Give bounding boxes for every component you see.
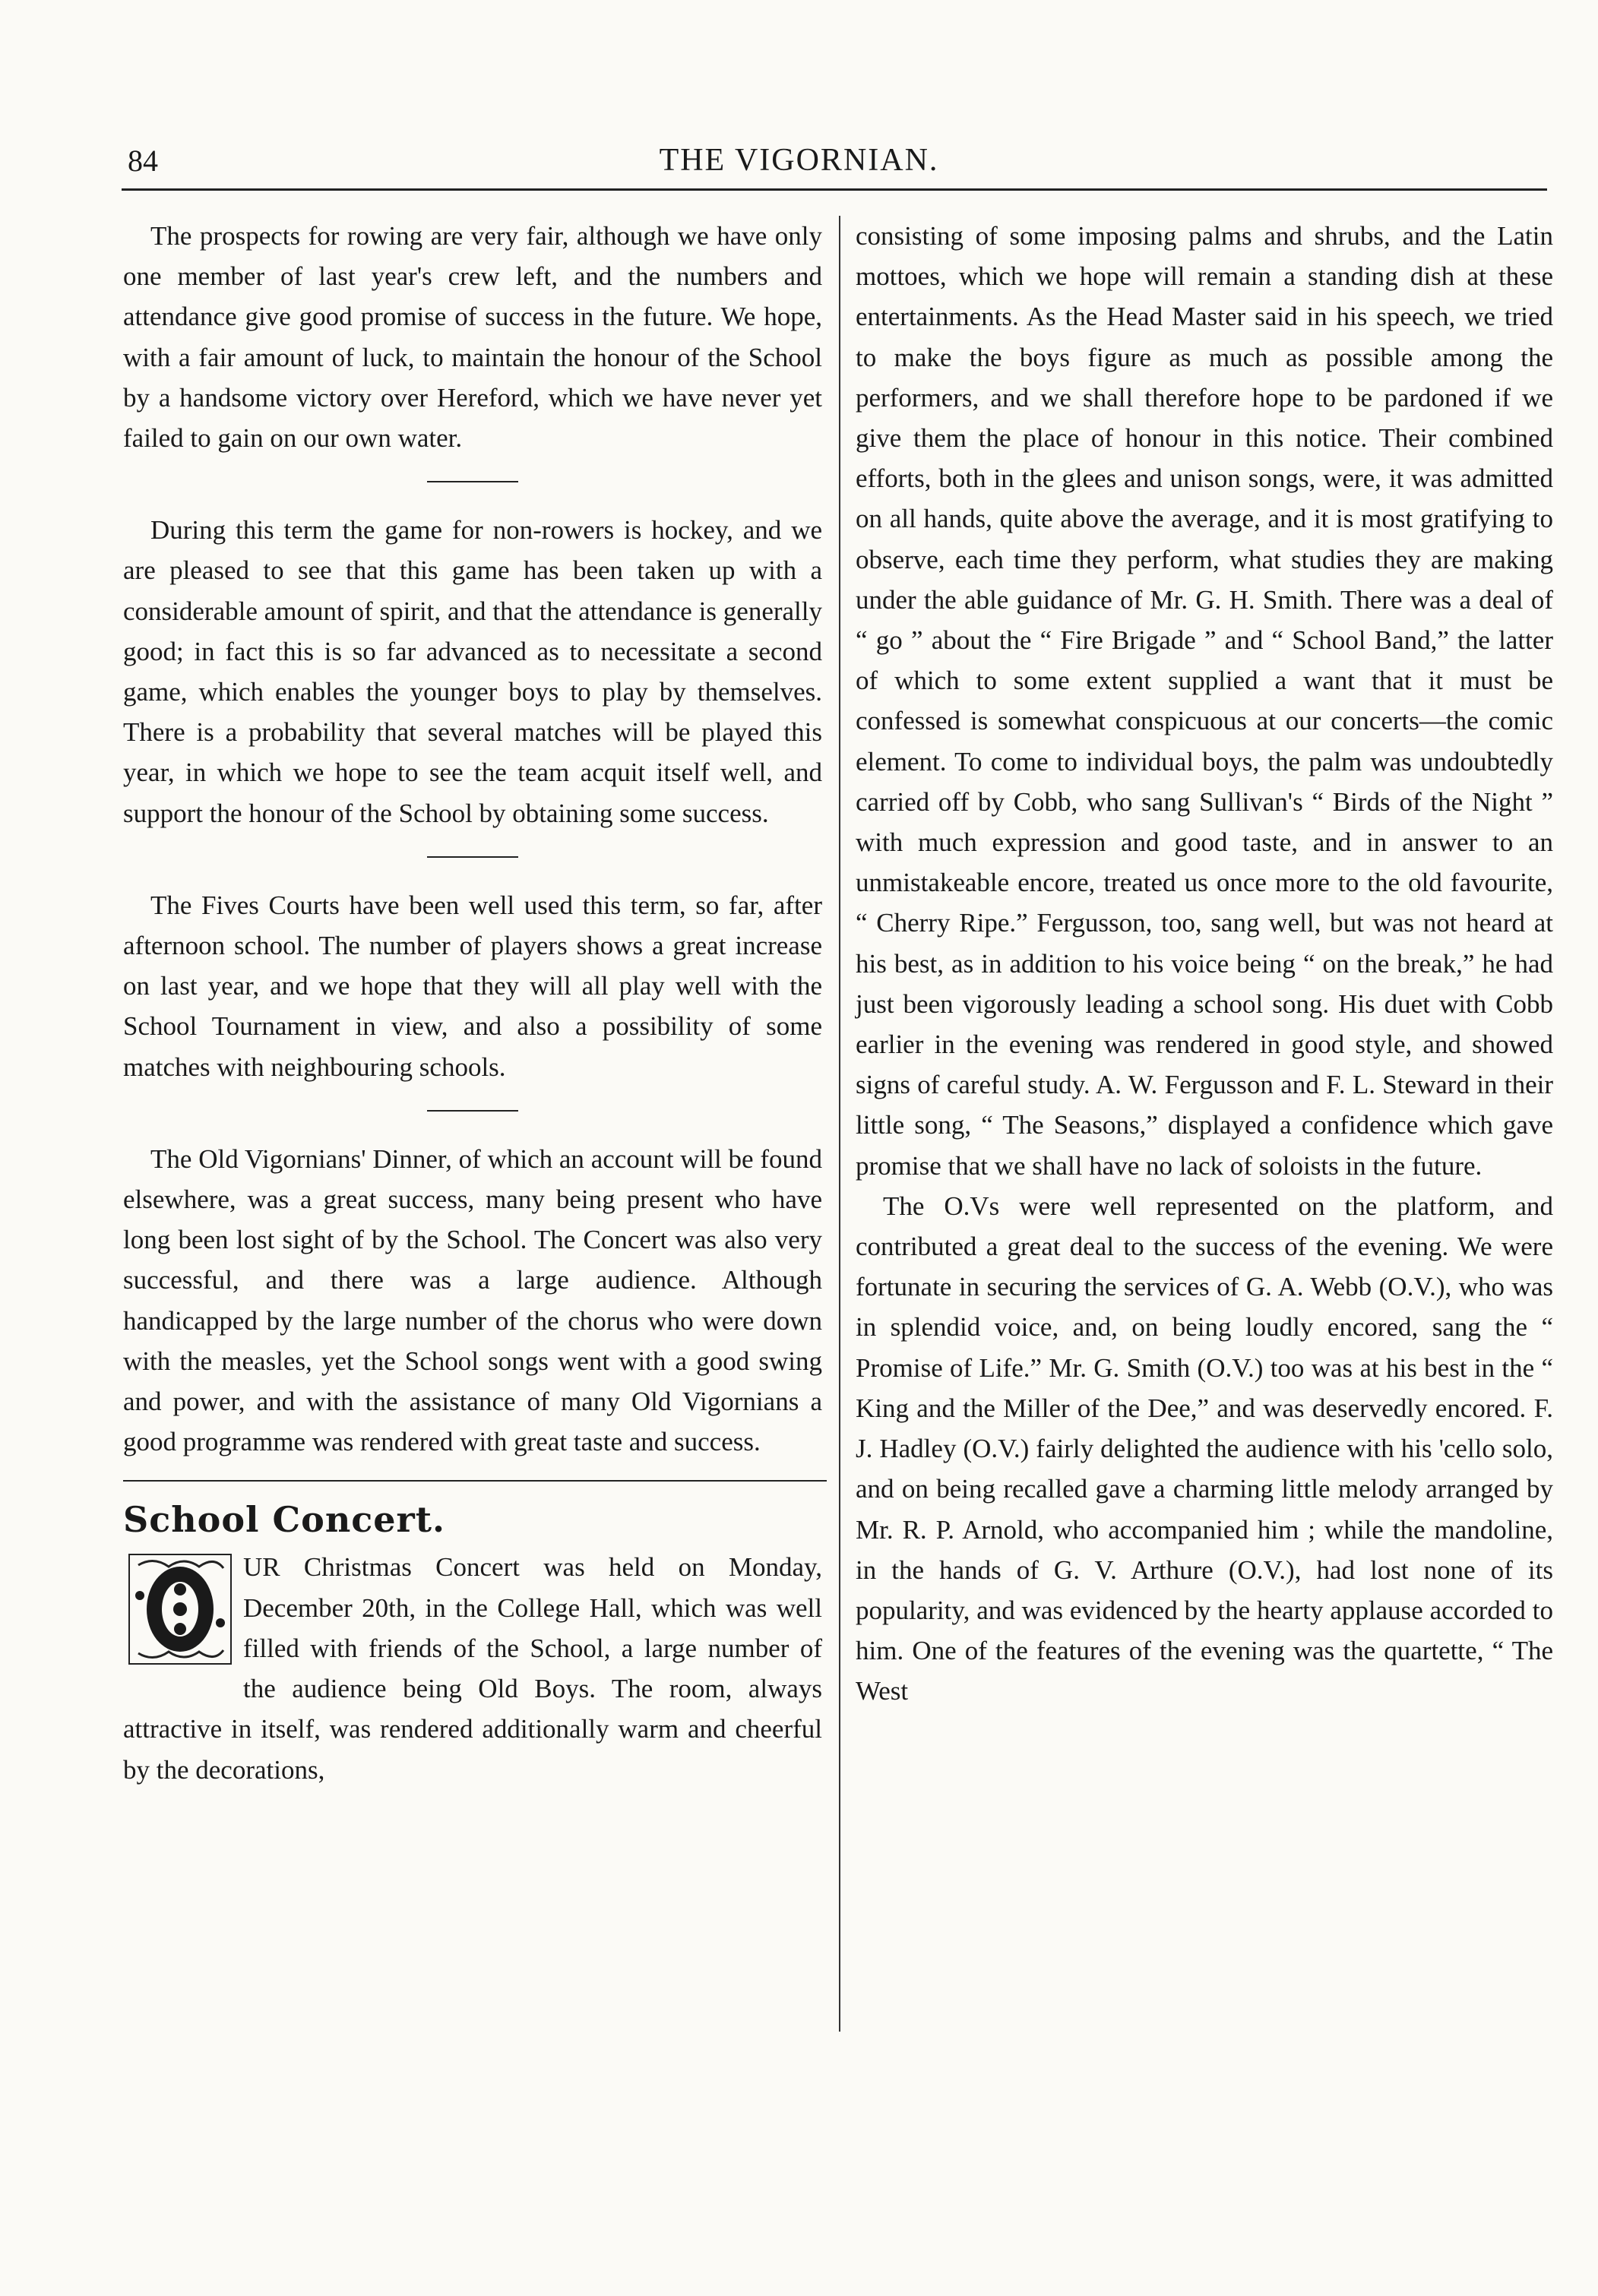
fives-paragraph: The Fives Courts have been well used this term, so far, after afternoon school. The number of players shows a great increase on last year, and we hope that they will all play well with the School Tournament in view, and also a possibility of some matches with neighbouring schools. [123, 890, 822, 1082]
concert-paragraph: UR Christmas Concert was held on Monday, December 20th, in the College Hall, which was well filled with friends of the School, a large number of the audience being Old Boys. The room, always attractive in itself, was rendered additionally warm and cheerful by the decorations, [123, 1552, 822, 1785]
rowing-paragraph: The prospects for rowing are very fair, although we have only one member of last year's crew left, and the numbers and attendance give good promise of success in the future. We hope, with a fair amount of luck, to maintain the honour of the School by a handsome victory over Hereford, which we have never yet failed to gain on our own water. [123, 221, 822, 454]
decorative-drop-cap [123, 1550, 237, 1668]
running-title: THE VIGORNIAN. [659, 143, 939, 178]
header-rule [122, 188, 1547, 191]
left-column [123, 216, 822, 1790]
section-separator [427, 1110, 518, 1112]
concert-intro [123, 1547, 822, 1789]
old-vigornians-paragraph: The O.Vs were well represented on the platform, and contributed a great deal to the success of the evening. We were fortunate in securing the services of G. A. Webb (O.V.), who was in splendid voice, and, on being loudly encored, sang the “ Promise of Life.” Mr. G. Smith (O.V.) too was at his best in the “ King and the Miller of the Dee,” and was deservedly encored. F. J. Hadley (O.V.) fairly delighted the audience with his 'cello solo, and on being recalled gave a charming little melody arranged by Mr. R. P. Arnold, who accompanied him ; while the mandoline, in the hands of G. V. Arthure (O.V.), had lost none of its popularity, and was evidenced by the hearty applause accorded to him. One of the features of the evening was the quartette, “ The West [856, 1191, 1553, 1706]
dinner-paragraph: The Old Vigornians' Dinner, of which an account will be found elsewhere, was a great success, many being present who have long been lost sight of by the School. The Concert was also very successful, and there was a large audience. Although handicapped by the large number of the chorus who were down with the measles, yet the School songs went with a good swing and power, and with the assistance of many Old Vigornians a good programme was rendered with great taste and success. [123, 1143, 822, 1457]
concert-paragraph-continued: consisting of some imposing palms and shrubs, and the Latin mottoes, which we hope will remain a standing dish at these entertainments. As the Head Master said in his speech, we tried to make the boys figure as much as possible among the performers, and we shall therefore hope to be pardoned if we give them the place of honour in this notice. Their combined efforts, both in the glees and unison songs, were, it was admitted on all hands, quite above the average, and it is most gratifying to observe, each time they perform, what studies they are making under the able guidance of Mr. G. H. Smith. There was a deal of “ go ” about the “ Fire Brigade ” and “ School Band,” the latter of which to some extent supplied a want that it must be confessed is somewhat conspicuous at our concerts—the comic element. To come to individual boys, the palm was undoubtedly carried off by Cobb, who sang Sullivan's “ Birds of the Night ” with much expression and good taste, and in answer to an unmistakeable encore, treated us once more to the old favourite, “ Cherry Ripe.” Fergusson, too, sang well, but was not heard at his best, as in addition to his voice being “ on the break,” he had just been vigorously leading a school song. His duet with Cobb earlier in the evening was rendered in good style, and showed signs of careful study. A. W. Fergusson and F. L. Steward in their little song, “ The Seasons,” displayed a confidence which gave promise that we shall have no lack of soloists in the future. [856, 221, 1553, 1181]
concert-heading: School Concert. [123, 1499, 446, 1541]
page-number: 84 [128, 144, 158, 178]
section-separator [427, 481, 518, 482]
section-rule [123, 1480, 827, 1482]
hockey-paragraph: During this term the game for non-rowers is hockey, and we are pleased to see that this game has been taken up with a considerable amount of spirit, and that the attendance is generally good; in fact this is so far advanced as to necessitate a second game, which enables the younger boys to play by themselves. There is a probability that several matches will be played this year, in which we hope to see the team acquit itself well, and support the honour of the School by obtaining some success. [123, 515, 822, 828]
column-divider [839, 216, 840, 2032]
right-column [856, 216, 1553, 1712]
section-separator [427, 856, 518, 858]
